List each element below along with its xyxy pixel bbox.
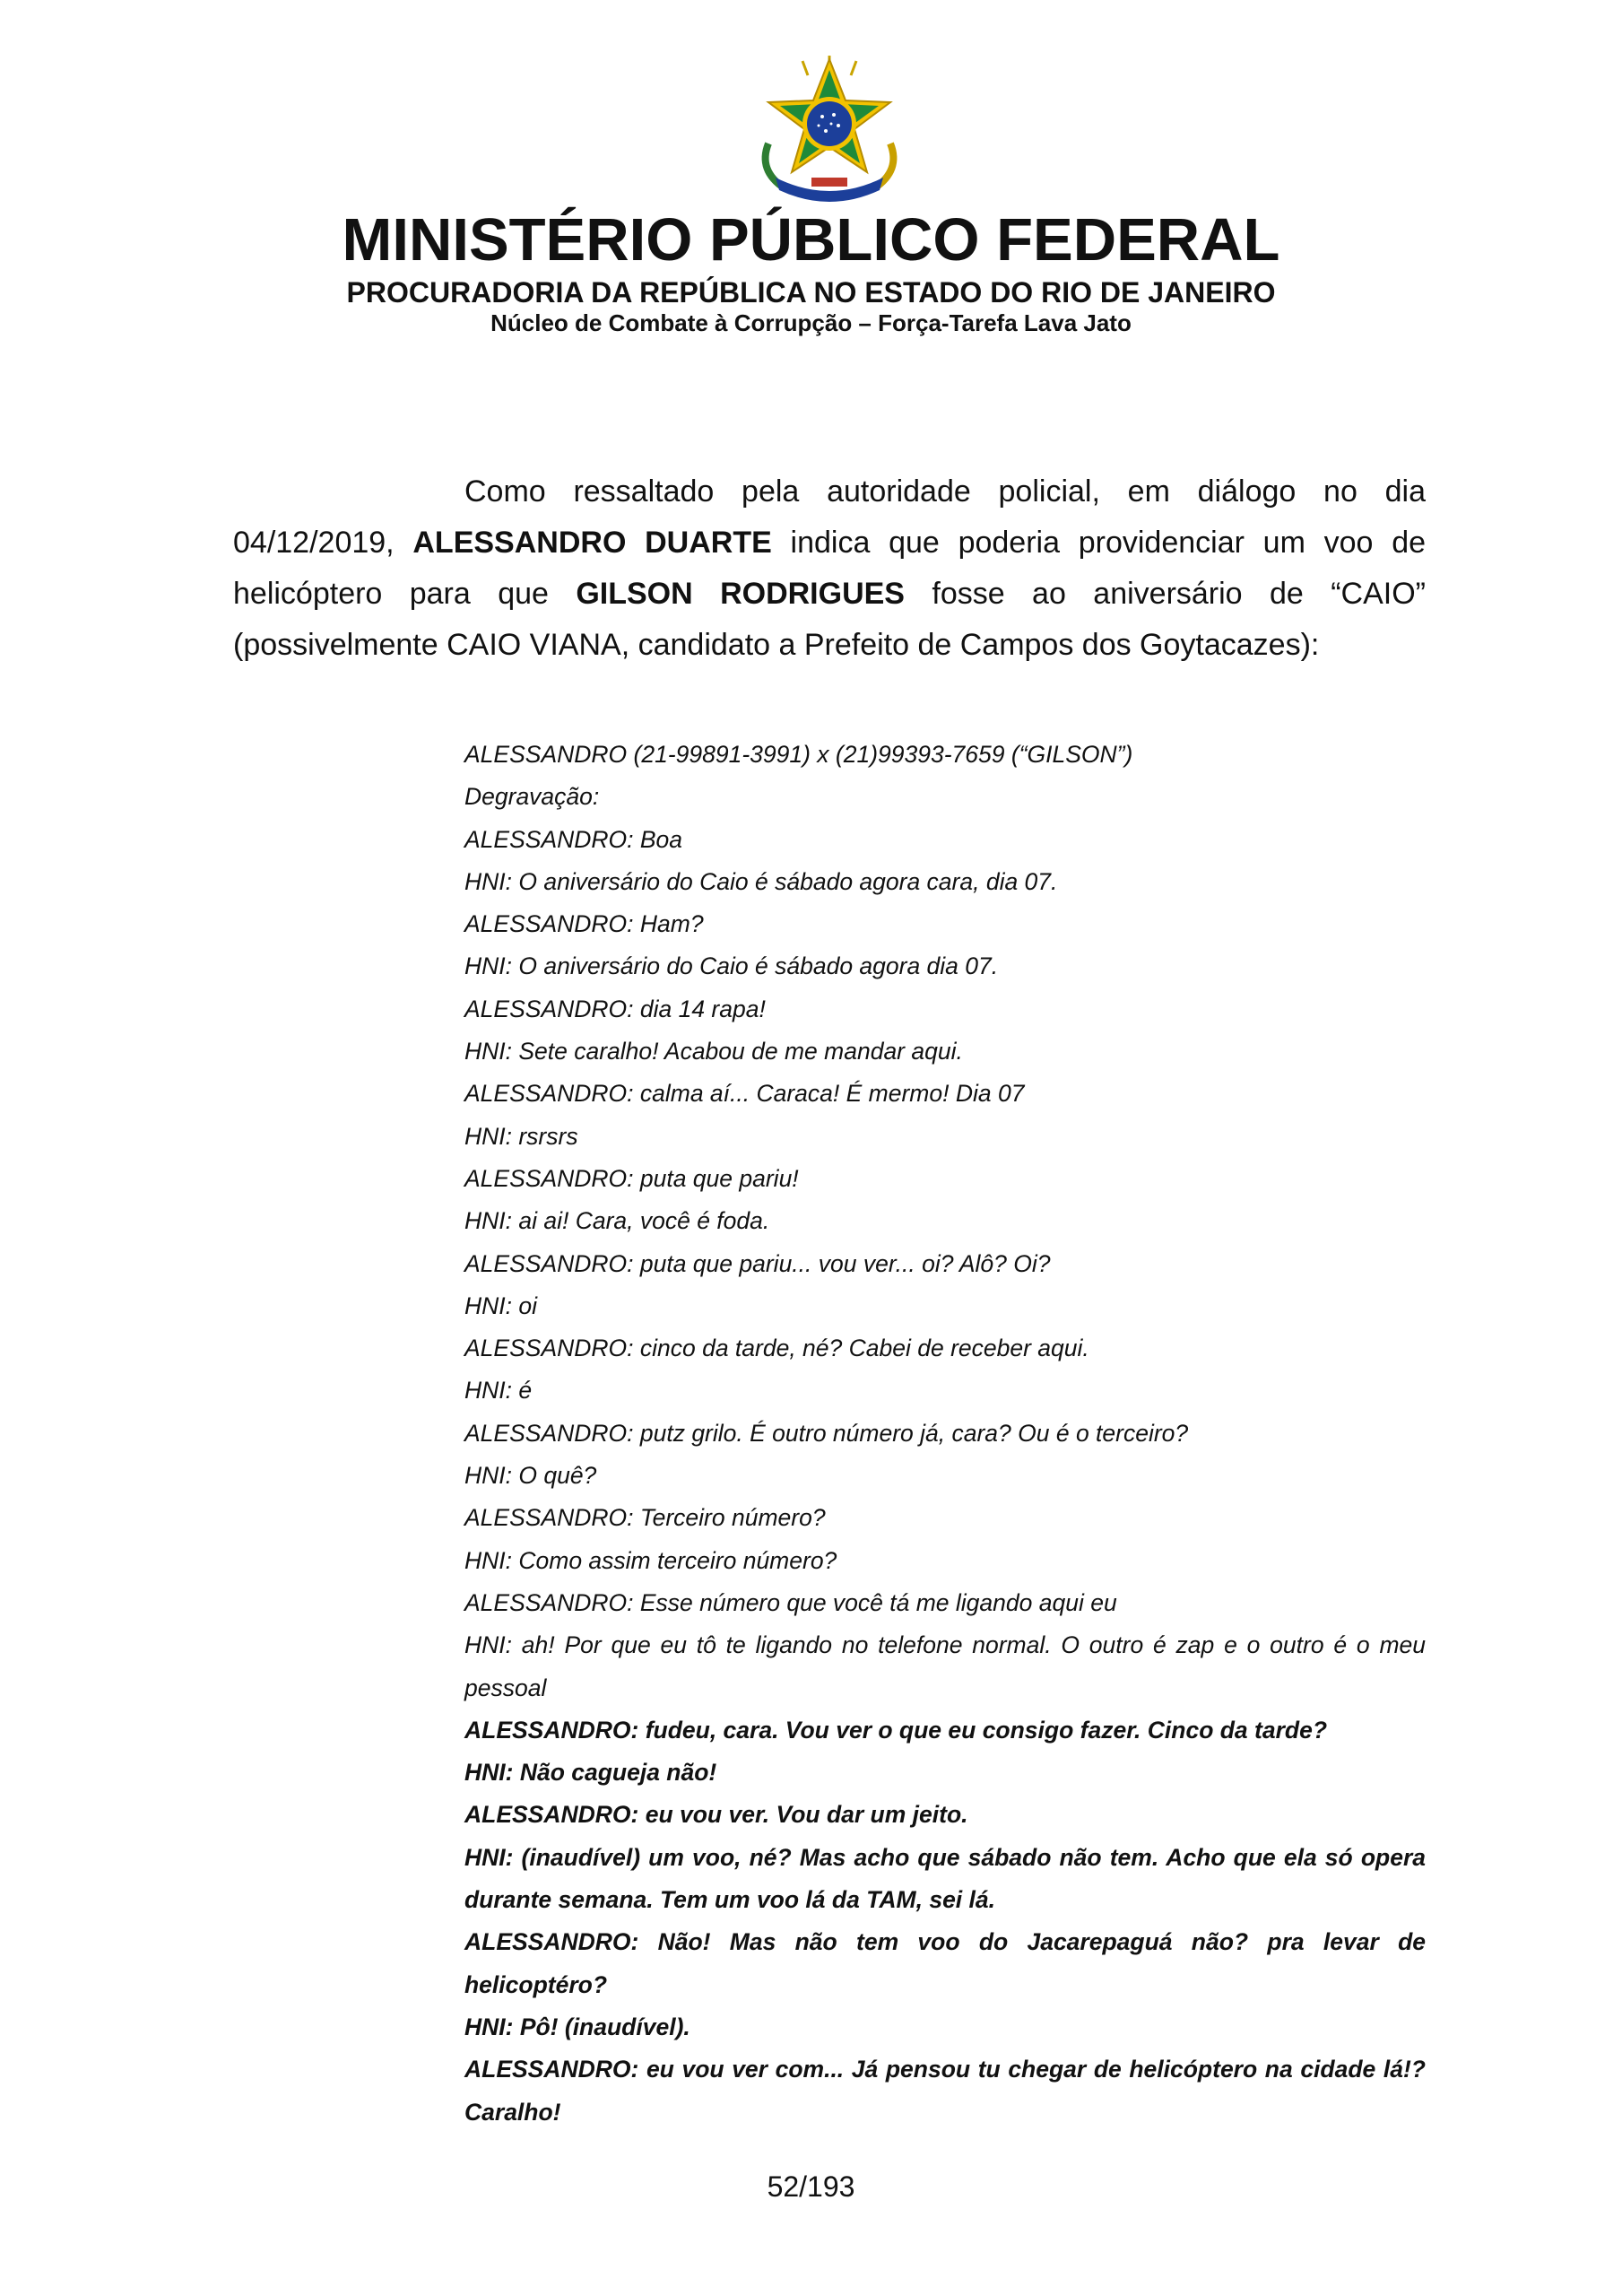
transcript-line: HNI: oi — [464, 1292, 537, 1319]
dialogue-transcript — [464, 734, 1426, 2134]
transcript-line: HNI: rsrsrs — [464, 1122, 578, 1150]
transcript-line: ALESSANDRO: Terceiro número? — [464, 1504, 826, 1532]
transcript-line: ALESSANDRO (21-99891-3991) x (21)99393-7659 (“GILSON”) — [464, 741, 1133, 768]
transcript-line: ALESSANDRO: calma aí... Caraca! É mermo! Dia 07 — [464, 1080, 1025, 1108]
name-alessandro: ALESSANDRO DUARTE — [412, 526, 772, 560]
header-title: MINISTÉRIO PÚBLICO FEDERAL — [342, 206, 1280, 274]
transcript-line: ALESSANDRO: Ham? — [464, 910, 704, 938]
transcript-line-highlighted: HNI: Não cagueja não! — [464, 1759, 717, 1787]
transcript-line: HNI: Como assim terceiro número? — [464, 1546, 837, 1574]
transcript-line-highlighted: HNI: (inaudível) um voo, né? Mas acho que sábado não tem. Acho que ela só opera durante semana. Tem um voo lá da TAM, sei lá. — [464, 1843, 1426, 1914]
transcript-line-highlighted: ALESSANDRO: eu vou ver. Vou dar um jeito. — [464, 1801, 968, 1829]
intro-text-2: indica que poderia providenciar um voo de helicóptero para que — [233, 526, 1427, 611]
transcript-line: ALESSANDRO: dia 14 rapa! — [464, 995, 766, 1022]
transcript-line-highlighted: ALESSANDRO: eu vou ver com... Já pensou tu chegar de helicóptero na cidade lá!? Caralho! — [464, 2056, 1426, 2126]
transcript-line: ALESSANDRO: puta que pariu! — [464, 1164, 799, 1192]
transcript-line: HNI: O aniversário do Caio é sábado agora cara, dia 07. — [464, 867, 1058, 895]
transcript-line: HNI: é — [464, 1377, 533, 1405]
transcript-line: ALESSANDRO: putz grilo. É outro número já, cara? Ou é o terceiro? — [464, 1419, 1189, 1447]
intro-paragraph — [233, 466, 1426, 671]
transcript-line: ALESSANDRO: Esse número que você tá me ligando aqui eu — [464, 1588, 1117, 1616]
transcript-line: HNI: O quê? — [464, 1462, 597, 1490]
transcript-line-highlighted: ALESSANDRO: fudeu, cara. Vou ver o que eu consigo fazer. Cinco da tarde? — [464, 1716, 1328, 1744]
transcript-line: HNI: Sete caralho! Acabou de me mandar aqui. — [464, 1038, 963, 1065]
intro-text-1: Como ressaltado pela autoridade policial, em diálogo no dia 04/12/2019, — [233, 474, 1426, 560]
page-number: 52/193 — [767, 2170, 855, 2203]
transcript-line: HNI: ai ai! Cara, você é foda. — [464, 1207, 770, 1235]
transcript-line: ALESSANDRO: cinco da tarde, né? Cabei de receber aqui. — [464, 1335, 1089, 1362]
transcript-line: ALESSANDRO: puta que pariu... vou ver... oi? Alô? Oi? — [464, 1249, 1051, 1277]
header-subtitle: PROCURADORIA DA REPÚBLICA NO ESTADO DO RIO DE JANEIRO — [346, 276, 1276, 309]
transcript-line: Degravação: — [464, 783, 600, 811]
transcript-line: HNI: O aniversário do Caio é sábado agora dia 07. — [464, 952, 999, 980]
transcript-line-highlighted: ALESSANDRO: Não! Mas não tem voo do Jacarepaguá não? pra levar de helicoptéro? — [464, 1928, 1426, 1998]
header-unit: Núcleo de Combate à Corrupção – Força-Tarefa Lava Jato — [490, 309, 1132, 336]
name-gilson: GILSON RODRIGUES — [576, 577, 905, 611]
brazil-coat-of-arms-icon — [749, 54, 910, 206]
transcript-line: ALESSANDRO: Boa — [464, 825, 683, 853]
transcript-line: HNI: ah! Por que eu tô te ligando no telefone normal. O outro é zap e o outro é o meu pessoal — [464, 1631, 1426, 1701]
intro-text-3: fosse ao aniversário de “CAIO” (possivelmente CAIO VIANA, candidato a Prefeito de Campos dos Goytacazes): — [233, 577, 1426, 662]
transcript-line-highlighted: HNI: Pô! (inaudível). — [464, 2013, 690, 2040]
